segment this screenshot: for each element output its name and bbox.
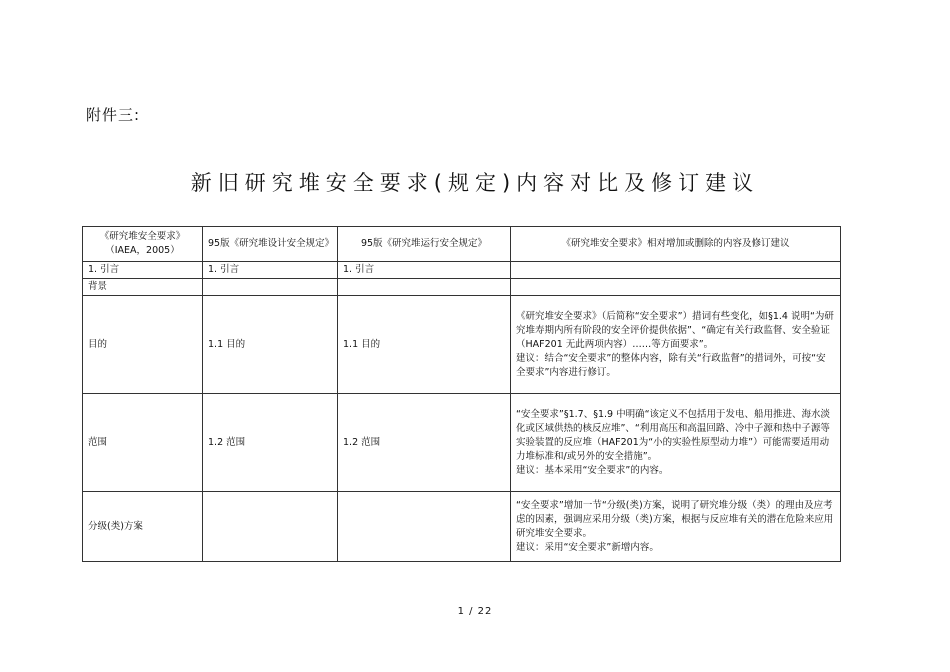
table-header-row: [83, 227, 841, 262]
revision-suggestion-text: 建议：结合“安全要求”的整体内容，除有关“行政监督”的措词外，可按“安全要求”内容进行修订。: [516, 352, 826, 378]
cell-operation-section: [338, 492, 511, 562]
cell-operation-section: 1.2 范围: [338, 394, 511, 492]
annex-label: 附件三:: [86, 106, 141, 124]
cell-revision-note: [511, 394, 841, 492]
header-operation-rules-95: 95版《研究堆运行安全规定》: [338, 227, 511, 262]
cell-revision-note: [511, 492, 841, 562]
document-title: 新旧研究堆安全要求(规定)内容对比及修订建议: [190, 171, 760, 195]
cell-iaea-section: 分级(类)方案: [83, 492, 203, 562]
header-design-rules-95: 95版《研究堆设计安全规定》: [203, 227, 338, 262]
revision-suggestion-text: 建议：采用“安全要求”新增内容。: [516, 541, 659, 553]
revision-note-text: “安全要求”§1.7、§1.9 中明确“该定义不包括用于发电、船用推进、海水淡化或区域供热的核反应堆”、“利用高压和高温回路、冷中子源和热中子源等实验装置的反应堆（HAF201为“小的实验性原型动力堆”）可能需要适用动力堆标准和/或另外的安全措施”。: [516, 408, 831, 462]
table-row: [83, 492, 841, 562]
cell-iaea-section: 1. 引言: [83, 262, 203, 279]
cell-design-section: [203, 279, 338, 296]
page-number: 1 / 22: [457, 606, 493, 617]
table-row: [83, 262, 841, 279]
table-row: [83, 279, 841, 296]
cell-iaea-section: 范围: [83, 394, 203, 492]
cell-operation-section: 1.1 目的: [338, 296, 511, 394]
cell-operation-section: [338, 279, 511, 296]
cell-design-section: [203, 492, 338, 562]
cell-iaea-section: 目的: [83, 296, 203, 394]
cell-iaea-section: 背景: [83, 279, 203, 296]
header-iaea-requirements: 《研究堆安全要求》（IAEA，2005）: [83, 227, 203, 262]
cell-revision-note: [511, 296, 841, 394]
cell-operation-section: 1. 引言: [338, 262, 511, 279]
cell-design-section: 1. 引言: [203, 262, 338, 279]
revision-suggestion-text: 建议：基本采用“安全要求”的内容。: [516, 464, 669, 476]
cell-revision-note: [511, 279, 841, 296]
cell-design-section: 1.2 范围: [203, 394, 338, 492]
cell-revision-note: [511, 262, 841, 279]
comparison-table: [82, 226, 841, 562]
header-revision-suggestions: 《研究堆安全要求》相对增加或删除的内容及修订建议: [511, 227, 841, 262]
table-row: [83, 394, 841, 492]
revision-note-text: “安全要求”增加一节“分级(类)方案，说明了研究堆分级（类）的理由及应考虑的因素，强调应采用分级（类)方案，根据与反应堆有关的潜在危险来应用研究堆安全要求。: [516, 499, 834, 539]
table-row: [83, 296, 841, 394]
cell-design-section: 1.1 目的: [203, 296, 338, 394]
revision-note-text: 《研究堆安全要求》（后简称“安全要求”）措词有些变化，如§1.4 说明“为研究堆寿期内所有阶段的安全评价提供依据”、“确定有关行政监督、安全验证（HAF201 无此两项内容）……等方面要求”。: [516, 310, 834, 350]
